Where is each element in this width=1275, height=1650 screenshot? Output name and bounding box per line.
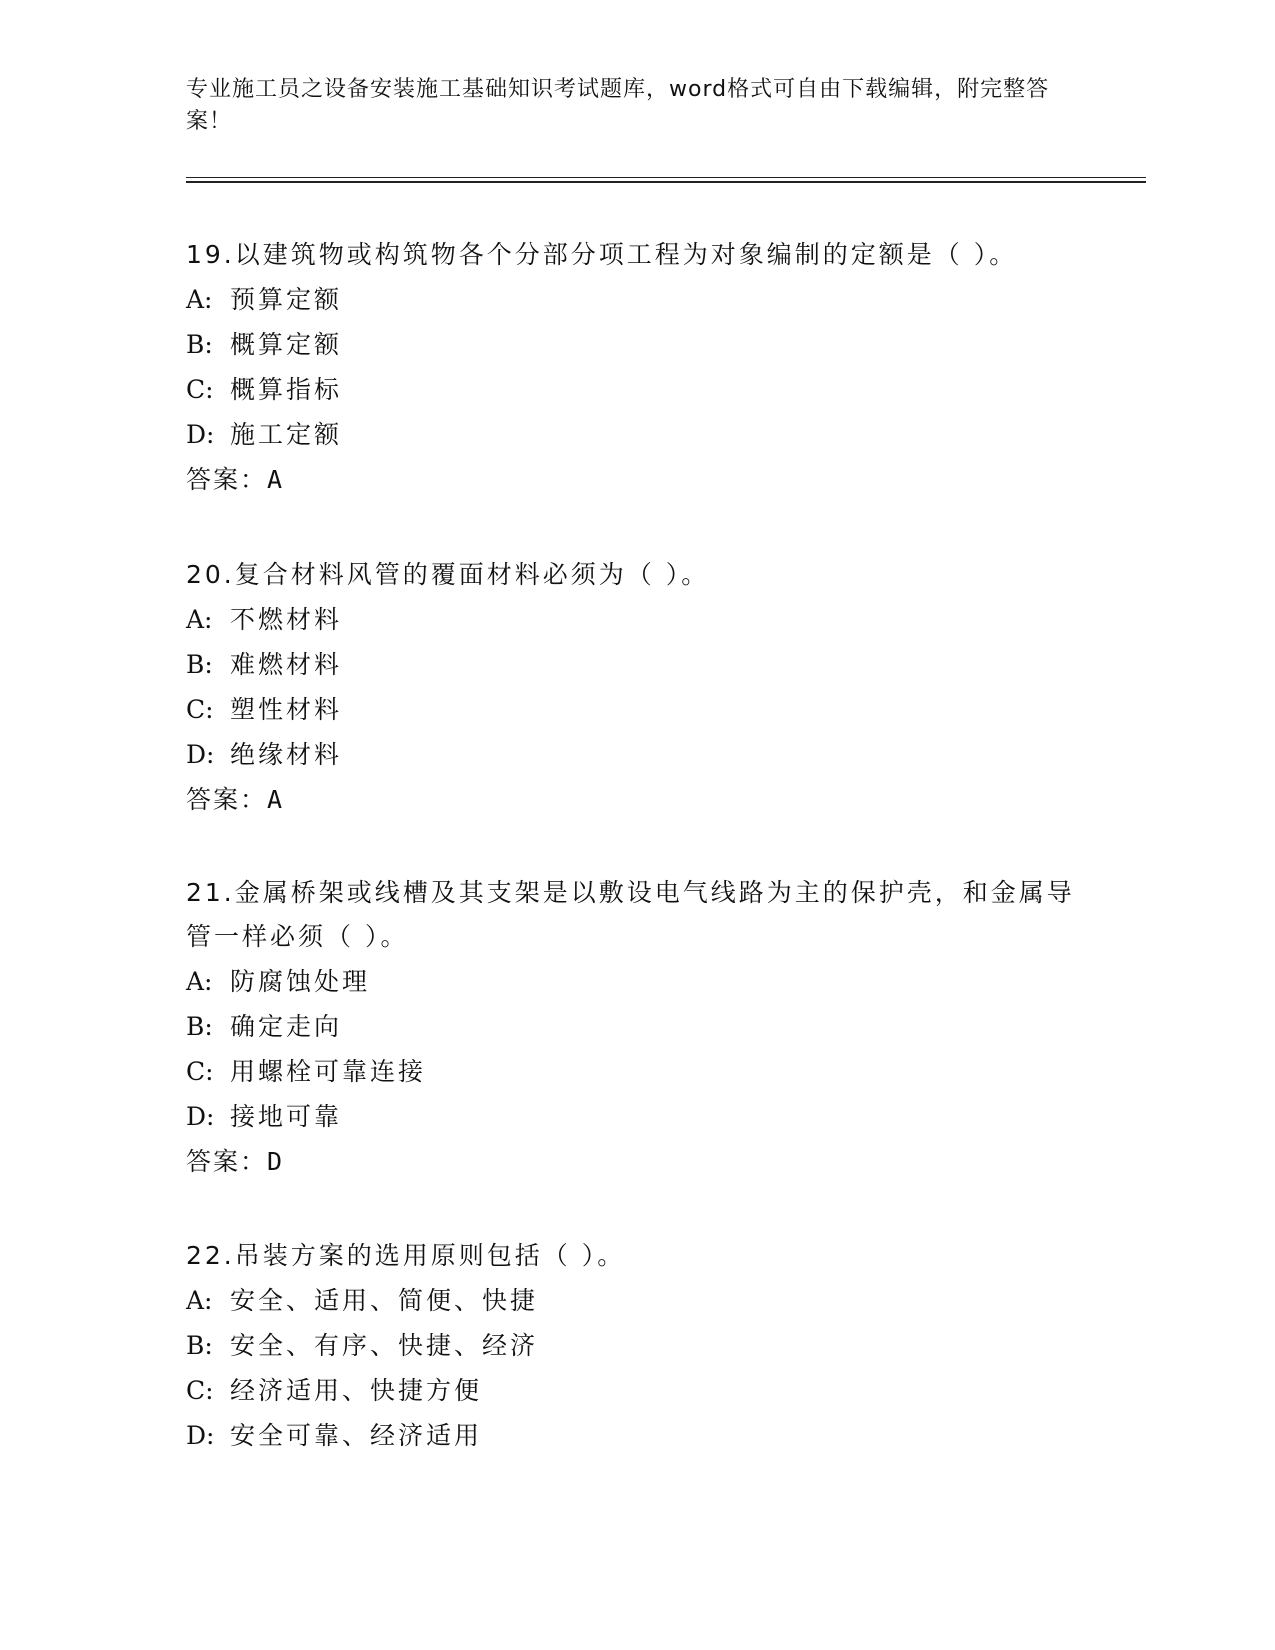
question-19 [186,233,1086,502]
option-text: 概算定额 [230,330,343,359]
option-key: A: [186,967,213,996]
answer-line [186,1139,1086,1184]
option-b [186,1004,1086,1049]
option-key: C: [186,695,214,724]
answer-label: 答案： [186,785,268,814]
question-stem: 21.金属桥架或线槽及其支架是以敷设电气线路为主的保护壳，和金属导管一样必须（ ）。 [186,878,1075,951]
option-b [186,642,1086,687]
question-stem: 20.复合材料风管的覆面材料必须为（ ）。 [186,560,710,589]
option-key: A: [186,285,213,314]
option-key: B: [186,330,213,359]
option-key: C: [186,375,214,404]
option-text: 防腐蚀处理 [230,967,371,996]
option-c [186,1049,1086,1094]
option-key: B: [186,1012,213,1041]
option-text: 塑性材料 [230,695,343,724]
document-header [186,74,1066,138]
option-key: D: [186,1102,215,1131]
question-stem: 19.以建筑物或构筑物各个分部分项工程为对象编制的定额是（ ）。 [186,240,1018,269]
option-a [186,1278,1086,1323]
question-20 [186,553,1086,822]
option-text: 用螺栓可靠连接 [230,1057,427,1086]
header-divider-thick [186,181,1146,183]
option-a [186,959,1086,1004]
option-b [186,322,1086,367]
answer-label: 答案： [186,1147,268,1176]
option-text: 安全、有序、快捷、经济 [230,1331,539,1360]
option-a [186,597,1086,642]
header-text: 专业施工员之设备安装施工基础知识考试题库，word格式可自由下载编辑，附完整答案！ [186,77,1050,134]
option-b [186,1323,1086,1368]
option-key: A: [186,1286,213,1315]
answer-label: 答案： [186,465,268,494]
option-text: 难燃材料 [230,650,343,679]
answer-value: D [267,1147,284,1176]
answer-value: A [267,785,284,814]
option-c [186,687,1086,732]
question-22 [186,1234,1086,1458]
option-d [186,732,1086,777]
option-text: 经济适用、快捷方便 [230,1376,483,1405]
answer-value: A [267,465,284,494]
option-text: 施工定额 [230,420,343,449]
option-key: D: [186,1421,215,1450]
option-key: B: [186,650,213,679]
option-d [186,1094,1086,1139]
option-text: 接地可靠 [230,1102,343,1131]
question-21 [186,871,1086,1184]
option-text: 确定走向 [230,1012,343,1041]
option-c [186,367,1086,412]
answer-line [186,457,1086,502]
option-c [186,1368,1086,1413]
header-divider-thin [186,177,1146,178]
question-stem: 22.吊装方案的选用原则包括（ ）。 [186,1241,626,1270]
option-text: 绝缘材料 [230,740,343,769]
option-key: B: [186,1331,213,1360]
answer-line [186,777,1086,822]
option-d [186,1413,1086,1458]
option-text: 概算指标 [230,375,343,404]
option-key: C: [186,1376,214,1405]
option-d [186,412,1086,457]
option-key: C: [186,1057,214,1086]
option-text: 预算定额 [230,285,343,314]
option-key: D: [186,420,215,449]
option-text: 安全可靠、经济适用 [230,1421,483,1450]
option-text: 安全、适用、简便、快捷 [230,1286,539,1315]
option-text: 不燃材料 [230,605,343,634]
option-key: A: [186,605,213,634]
option-a [186,277,1086,322]
option-key: D: [186,740,215,769]
